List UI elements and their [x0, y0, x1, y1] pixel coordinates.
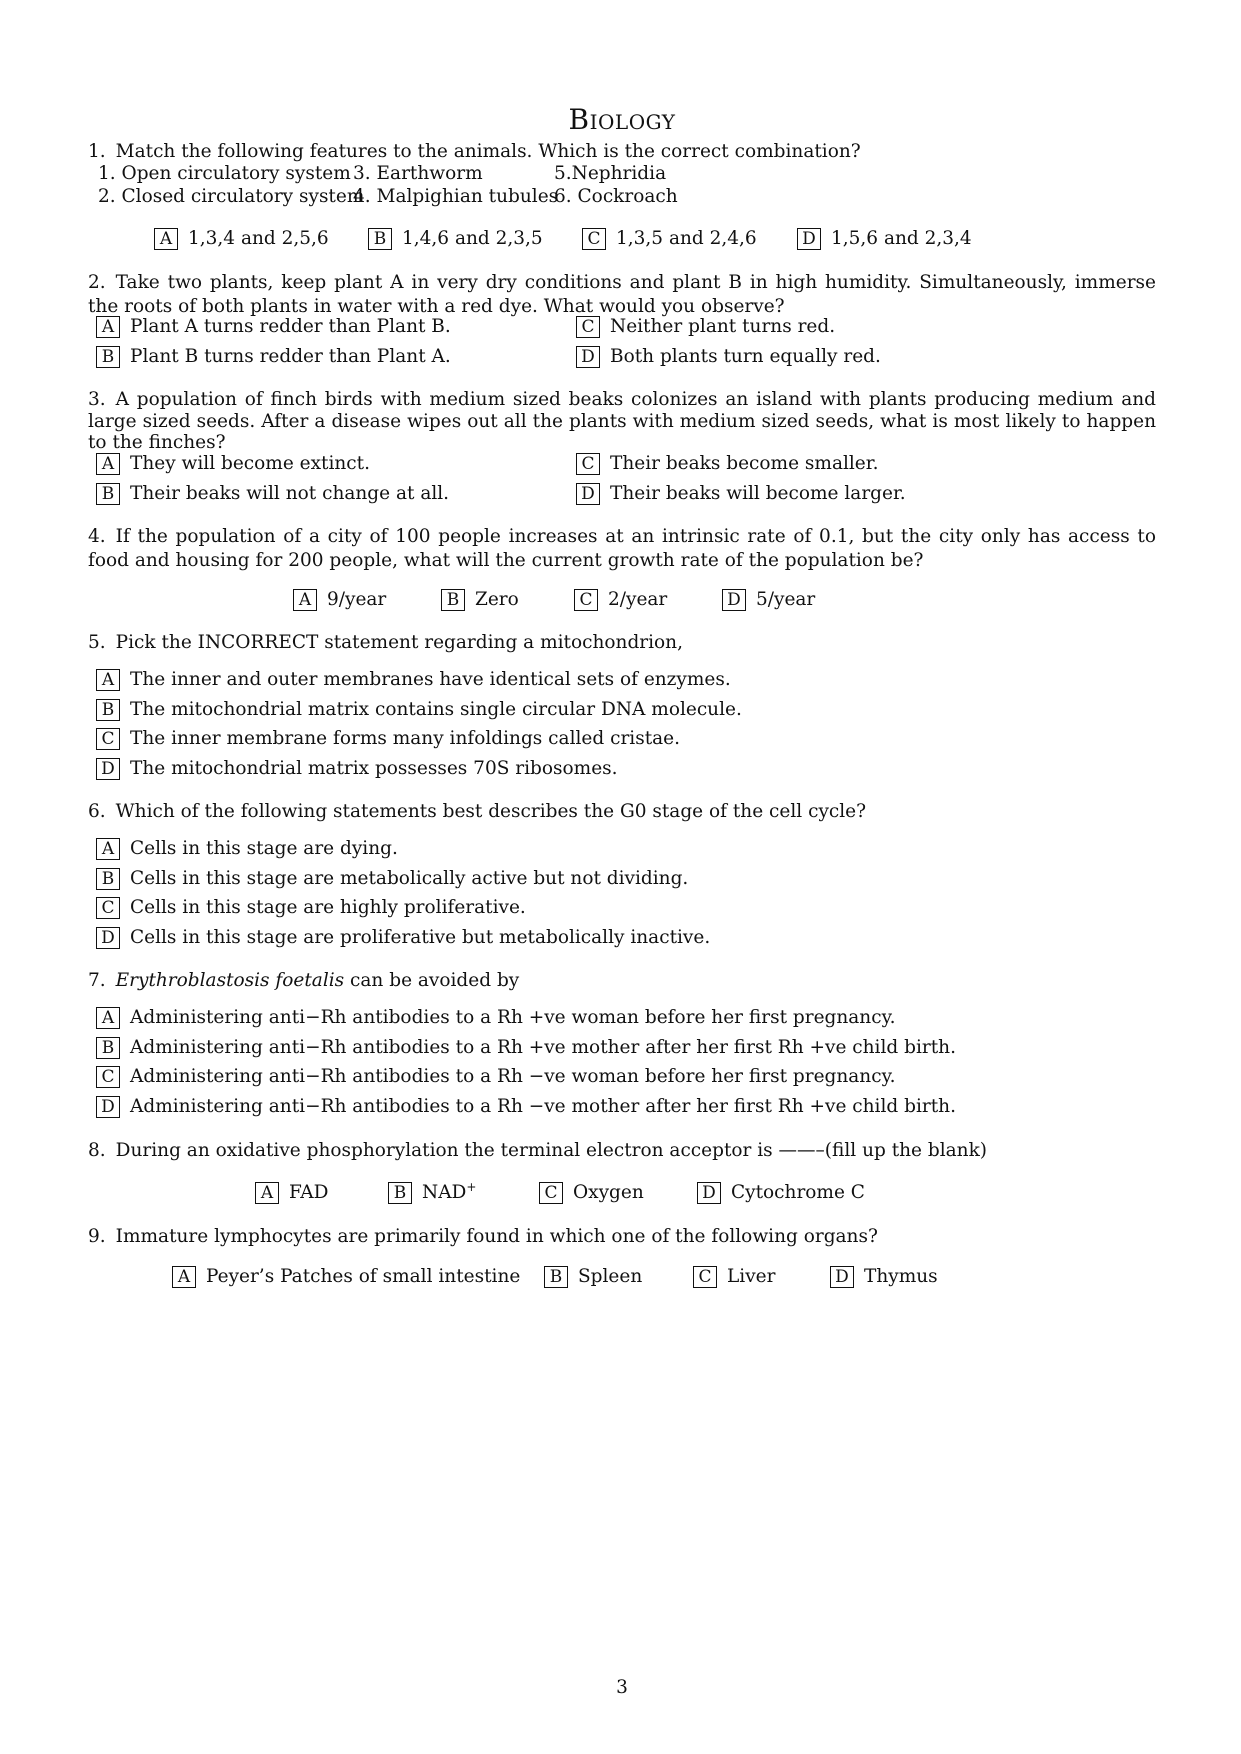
option-b[interactable]: [96, 1036, 956, 1060]
options-row: [88, 227, 1156, 257]
option-label: B: [368, 228, 392, 250]
options-row: [88, 452, 1156, 482]
options-row: [88, 315, 1156, 345]
option-text: The mitochondrial matrix possesses 70S ribosomes.: [130, 758, 618, 779]
option-text: The mitochondrial matrix contains single circular DNA molecule.: [130, 699, 742, 720]
option-text: Oxygen: [573, 1182, 644, 1203]
option-label: A: [154, 228, 178, 250]
option-d[interactable]: [96, 926, 710, 950]
option-text: Zero: [475, 589, 519, 610]
option-c[interactable]: [574, 588, 667, 612]
option-a[interactable]: [96, 452, 370, 476]
option-c[interactable]: [576, 315, 835, 339]
species-name: Erythroblastosis foetalis: [115, 970, 345, 991]
options-row: [88, 1065, 1156, 1095]
option-label: D: [697, 1182, 721, 1204]
option-text: The inner and outer membranes have identical sets of enzymes.: [130, 669, 731, 690]
match-item: 1. Open circulatory system: [98, 163, 351, 184]
option-d[interactable]: [830, 1265, 938, 1289]
option-text: Administering anti−Rh antibodies to a Rh +ve woman before her first pregnancy.: [130, 1007, 896, 1028]
question-number: 5.: [88, 632, 106, 653]
option-a[interactable]: [96, 837, 398, 861]
question-3: [88, 389, 1156, 454]
option-c[interactable]: [96, 727, 680, 751]
option-a[interactable]: [154, 227, 329, 251]
question-text: During an oxidative phosphorylation the terminal electron acceptor is ——–(fill up the blank): [115, 1140, 988, 1161]
option-text: Cells in this stage are highly proliferative.: [130, 897, 526, 918]
option-d[interactable]: [797, 227, 972, 251]
option-text: 1,4,6 and 2,3,5: [402, 228, 543, 249]
option-text: Cells in this stage are dying.: [130, 838, 398, 859]
option-label: A: [172, 1266, 196, 1288]
options-row: [88, 1095, 1156, 1125]
option-text: 1,3,4 and 2,5,6: [188, 228, 329, 249]
option-d[interactable]: [576, 345, 881, 369]
match-item: 2. Closed circulatory system: [98, 186, 365, 207]
option-label: C: [576, 453, 600, 475]
question-text: If the population of a city of 100 people increases at an intrinsic rate of 0.1, but the city only has access to food and housing for 200 people, what will the current growth rate of the population be?: [88, 526, 1156, 571]
options-row: [88, 1265, 1156, 1295]
options-row: [88, 926, 1156, 956]
option-text: Cytochrome C: [731, 1182, 865, 1203]
page-number: 3: [616, 1677, 628, 1698]
option-b[interactable]: [388, 1181, 476, 1205]
option-text: Their beaks will become larger.: [610, 483, 906, 504]
question-1: [88, 140, 1156, 164]
option-label: C: [574, 589, 598, 611]
option-text: NAD: [422, 1182, 467, 1203]
option-a[interactable]: [255, 1181, 328, 1205]
options-row: [88, 1036, 1156, 1066]
option-b[interactable]: [96, 482, 449, 506]
option-label: B: [96, 483, 120, 505]
option-label: D: [96, 1096, 120, 1118]
question-text: A population of finch birds with medium sized beaks colonizes an island with plants producing medium and large sized seeds. After a disease wipes out all the plants with medium sized seeds, what is most likely to happen to the finches?: [88, 389, 1156, 453]
options-row: [88, 482, 1156, 512]
option-label: C: [96, 728, 120, 750]
option-text: Cells in this stage are metabolically active but not dividing.: [130, 868, 689, 889]
options-row: [88, 896, 1156, 926]
match-item: 4. Malpighian tubules: [353, 186, 559, 207]
question-text: Pick the INCORRECT statement regarding a mitochondrion,: [115, 632, 683, 653]
option-label: D: [576, 346, 600, 368]
option-a[interactable]: [96, 668, 731, 692]
option-text: Both plants turn equally red.: [610, 346, 881, 367]
option-label: C: [96, 1066, 120, 1088]
options-row: [88, 727, 1156, 757]
question-6: [88, 800, 1156, 824]
option-text: Their beaks become smaller.: [610, 453, 879, 474]
option-label: C: [96, 897, 120, 919]
option-label: D: [576, 483, 600, 505]
option-label: A: [96, 669, 120, 691]
option-text: Their beaks will not change at all.: [130, 483, 450, 504]
question-text: Which of the following statements best describes the G0 stage of the cell cycle?: [115, 801, 867, 822]
question-number: 4.: [88, 526, 106, 547]
option-text: 9/year: [327, 589, 387, 610]
superscript-plus: +: [466, 1179, 477, 1194]
option-b[interactable]: [96, 345, 451, 369]
question-8: [88, 1139, 1156, 1163]
option-b[interactable]: [96, 867, 688, 891]
option-c[interactable]: [693, 1265, 775, 1289]
option-label: D: [797, 228, 821, 250]
option-label: A: [96, 316, 120, 338]
option-c[interactable]: [576, 452, 878, 476]
option-label: A: [96, 453, 120, 475]
options-row: [88, 837, 1156, 867]
page-title: Biology: [568, 103, 676, 136]
option-c[interactable]: [96, 1065, 895, 1089]
option-text: Administering anti−Rh antibodies to a Rh +ve mother after her first Rh +ve child birth.: [130, 1037, 956, 1058]
option-c[interactable]: [539, 1181, 644, 1205]
options-row: [88, 1006, 1156, 1036]
options-row: [88, 698, 1156, 728]
option-d[interactable]: [96, 1095, 956, 1119]
options-row: [88, 345, 1156, 375]
question-text: Take two plants, keep plant A in very dry conditions and plant B in high humidity. Simultaneously, immerse the roots of both plants in water with a red dye. What would you observe?: [88, 272, 1156, 317]
question-number: 8.: [88, 1140, 106, 1161]
options-row: [88, 867, 1156, 897]
option-label: B: [96, 1037, 120, 1059]
option-c[interactable]: [582, 227, 757, 251]
option-text: 1,3,5 and 2,4,6: [616, 228, 757, 249]
match-item: 5.Nephridia: [554, 163, 667, 184]
option-b[interactable]: [96, 698, 742, 722]
exam-page: [88, 0, 1156, 1754]
question-text: Immature lymphocytes are primarily found in which one of the following organs?: [115, 1226, 878, 1247]
option-c[interactable]: [96, 896, 526, 920]
option-label: C: [693, 1266, 717, 1288]
option-a[interactable]: [96, 315, 451, 339]
question-number: 2.: [88, 272, 106, 293]
option-d[interactable]: [697, 1181, 865, 1205]
option-text: Thymus: [864, 1266, 938, 1287]
option-text: Peyer’s Patches of small intestine: [206, 1266, 521, 1287]
option-a[interactable]: [293, 588, 386, 612]
option-label: A: [293, 589, 317, 611]
option-label: B: [388, 1182, 412, 1204]
question-9: [88, 1225, 1156, 1249]
option-text: Cells in this stage are proliferative but metabolically inactive.: [130, 927, 711, 948]
option-b[interactable]: [441, 588, 519, 612]
question-2: [88, 271, 1156, 319]
option-text: They will become extinct.: [130, 453, 370, 474]
option-d[interactable]: [576, 482, 906, 506]
option-a[interactable]: [96, 1006, 895, 1030]
option-text: Plant A turns redder than Plant B.: [130, 316, 451, 337]
option-label: D: [96, 758, 120, 780]
option-label: C: [539, 1182, 563, 1204]
option-a[interactable]: [172, 1265, 520, 1289]
option-d[interactable]: [722, 588, 815, 612]
option-b[interactable]: [368, 227, 543, 251]
option-label: D: [830, 1266, 854, 1288]
question-5: [88, 631, 1156, 655]
option-label: B: [544, 1266, 568, 1288]
option-b[interactable]: [544, 1265, 642, 1289]
question-text: can be avoided by: [344, 970, 520, 991]
option-text: Plant B turns redder than Plant A.: [130, 346, 451, 367]
question-7: [88, 969, 1156, 993]
match-item: 3. Earthworm: [353, 163, 483, 184]
option-text: FAD: [289, 1182, 329, 1203]
options-row: [88, 588, 1156, 618]
option-text: Neither plant turns red.: [610, 316, 836, 337]
option-text: 5/year: [756, 589, 816, 610]
option-label: A: [96, 838, 120, 860]
option-label: C: [582, 228, 606, 250]
question-number: 1.: [88, 141, 106, 162]
match-item: 6. Cockroach: [554, 186, 678, 207]
option-label: D: [722, 589, 746, 611]
option-d[interactable]: [96, 757, 618, 781]
option-text: 1,5,6 and 2,3,4: [831, 228, 972, 249]
option-label: A: [96, 1007, 120, 1029]
option-label: B: [441, 589, 465, 611]
question-number: 9.: [88, 1226, 106, 1247]
option-label: B: [96, 346, 120, 368]
option-text: Spleen: [578, 1266, 643, 1287]
options-row: [88, 668, 1156, 698]
question-number: 3.: [88, 389, 106, 410]
option-label: D: [96, 927, 120, 949]
option-label: B: [96, 699, 120, 721]
option-text: The inner membrane forms many infoldings called cristae.: [130, 728, 680, 749]
option-label: A: [255, 1182, 279, 1204]
option-text: Administering anti−Rh antibodies to a Rh −ve mother after her first Rh +ve child birth.: [130, 1096, 956, 1117]
option-label: C: [576, 316, 600, 338]
options-row: [88, 1181, 1156, 1211]
question-text: Match the following features to the animals. Which is the correct combination?: [115, 141, 861, 162]
option-label: B: [96, 868, 120, 890]
option-text: Liver: [727, 1266, 776, 1287]
question-number: 6.: [88, 801, 106, 822]
options-row: [88, 757, 1156, 787]
option-text: 2/year: [608, 589, 668, 610]
option-text: Administering anti−Rh antibodies to a Rh −ve woman before her first pregnancy.: [130, 1066, 896, 1087]
question-number: 7.: [88, 970, 106, 991]
question-4: [88, 525, 1156, 573]
